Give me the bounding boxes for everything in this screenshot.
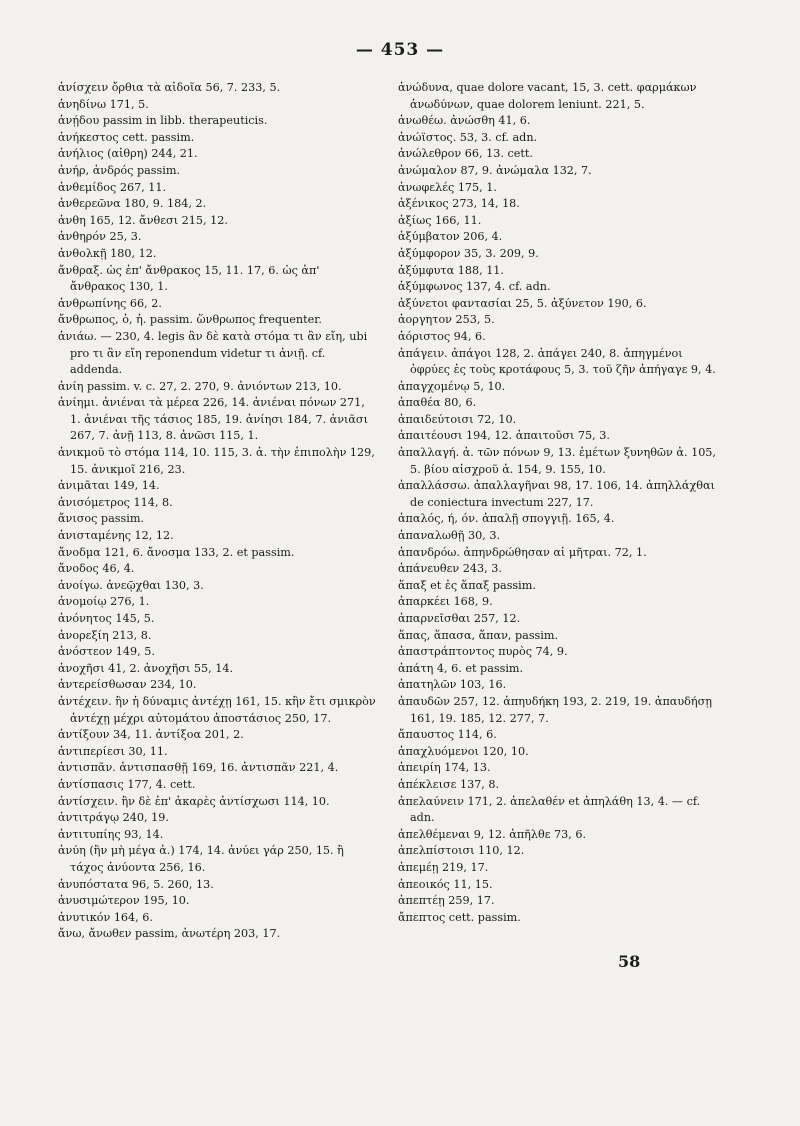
index-entry: ἀντέχειν. ἢν ἡ δύναμις ἀντέχῃ 161, 15. κἢν ἔτι σμικρὸν ἀντέχῃ μέχρι αὐτομάτου ἀποστάσιος 250, 17. [58,694,376,725]
index-entry: ἄπαυστος 114, 6. [398,728,497,742]
index-entry: ἀπάγειν. ἀπάγοι 128, 2. ἀπάγει 240, 8. ἀπηγμένοι ὀφρύες ἐς τοὺς κροτάφους 5, 3. τοῦ ζῆν ἀπήγαγε 9, 4. [398,346,716,377]
index-entry: ἀντίσπασις 177, 4. cett. [58,777,196,791]
index-entry: ἀπαλός, ή, όν. ἀπαλῇ σπογγιῇ. 165, 4. [398,512,615,526]
index-entry: ἀνηδίνω 171, 5. [58,97,149,111]
index-entry: ἀπατηλῶν 103, 16. [398,678,507,692]
index-entry: ἀπελθέμεναι 9, 12. ἀπῆλθε 73, 6. [398,827,587,841]
index-entry: ἀντίξουν 34, 11. ἀντίξοα 201, 2. [58,728,244,742]
index-entry: ἀπεπτέῃ 259, 17. [398,894,495,908]
index-entry: ἀπαιτέουσι 194, 12. ἀπαιτοῦσι 75, 3. [398,429,610,443]
index-entry: ἄνω, ἄνωθεν passim, ἀνωτέρη 203, 17. [58,927,281,941]
signature-mark: 58 [618,952,641,971]
index-entry: ἀνίημι. ἀνιέναι τὰ μέρεα 226, 14. ἀνιέναι πόνων 271, 1. ἀνιέναι τῆς τάσιος 185, 19. ἀνίησι 184, 7. ἀνιᾶσι 267, 7. ἀνῇ 113, 8. ἀνῶσι 115, 1. [58,396,368,443]
index-entry: ἀνίη passim. v. c. 27, 2. 270, 9. ἀνιόντων 213, 10. [58,379,342,393]
right-column [398,80,716,926]
index-entry: ἀξίως 166, 11. [398,213,482,227]
index-entry: ἀπαγχομένῳ 5, 10. [398,379,506,393]
index-entry: ἀνώλεθρον 66, 13. cett. [398,147,533,161]
index-entry: ἀνθερεῶνα 180, 9. 184, 2. [58,197,207,211]
index-entry: ἀνθολκῇ 180, 12. [58,246,157,260]
index-entry: ἀπελαύνειν 171, 2. ἀπελαθέν et ἀπηλάθη 13, 4. — cf. adn. [398,794,701,825]
index-entry: ἀντίσχειν. ἢν δὲ ἐπ' ἀκαρὲς ἀντίσχωσι 114, 10. [58,794,330,808]
index-entry: ἄνοδος 46, 4. [58,562,135,576]
index-entry: ἀνώδυνα, quae dolore vacant, 15, 3. cett. φαρμάκων ἀνωδύνων, quae dolorem leniunt. 221, 5. [398,81,697,111]
index-entry: ἀντισπᾶν. ἀντισπασθῇ 169, 16. ἀντισπᾶν 221, 4. [58,761,339,775]
index-entry: ἀνισόμετρος 114, 8. [58,495,173,509]
index-entry: ἀξύμφυτα 188, 11. [398,263,504,277]
index-entry: ἀπαιδεύτοισι 72, 10. [398,412,517,426]
index-entry: ἀνωθέω. ἀνώσθη 41, 6. [398,114,531,128]
index-entry: ἀπαρκέει 168, 9. [398,595,493,609]
index-entry: ἀοργητον 253, 5. [398,313,495,327]
left-column [58,80,376,943]
index-entry: ἀνομοίῳ 276, 1. [58,595,150,609]
index-entry: ἀντιτυπίης 93, 14. [58,827,164,841]
index-entry: ἀνύη (ἢν μὴ μέγα ἀ.) 174, 14. ἀνύει γάρ 250, 15. ἢ τάχος ἀνύοντα 256, 16. [58,844,344,874]
index-entry: ἀνόνητος 145, 5. [58,612,155,625]
index-entry: ἀνόστεον 149, 5. [58,645,155,659]
index-entry: ἀνθεμίδος 267, 11. [58,180,167,194]
index-entry: ἄνθρωπος, ὁ, ἡ. passim. ὥνθρωπος frequenter. [58,313,322,327]
index-entry: ἀπέκλεισε 137, 8. [398,777,500,791]
index-entry: ἀνυτικόν 164, 6. [58,910,153,924]
index-entry: ἀνορεξίη 213, 8. [58,628,152,642]
index-entry: ἀνίσχειν ὄρθια τὰ αἰδοῖα 56, 7. 233, 5. [58,81,281,94]
index-entry: ἄνισος passim. [58,512,144,526]
index-entry: ἅπαξ et ἐς ἅπαξ passim. [398,578,536,592]
index-entry: ἀξύμφωνος 137, 4. cf. adn. [398,280,551,294]
page-number: — 453 — [355,40,445,60]
index-entry: ἀνθηρόν 25, 3. [58,230,142,244]
index-entry: ἀπαναλωθῇ 30, 3. [398,529,501,543]
index-entry: ἀξύμφορον 35, 3. 209, 9. [398,246,539,260]
index-entry: ἀξύμβατον 206, 4. [398,230,503,244]
index-entry: ἀνήκεστος cett. passim. [58,130,195,144]
index-entry: ἀπειρίη 174, 13. [398,761,491,775]
index-entry: ἀπαλλάσσω. ἀπαλλαγῆναι 98, 17. 106, 14. ἀπηλλάχθαι de coniectura invectum 227, 17. [398,479,715,509]
index-entry: ἀνθρωπίνης 66, 2. [58,296,162,310]
index-entry: ἀπαυδῶν 257, 12. ἀπηυδήκη 193, 2. 219, 19. ἀπαυδήσῃ 161, 19. 185, 12. 277, 7. [398,694,712,725]
index-entry: ἀπαστράπτοντος πυρὸς 74, 9. [398,645,568,659]
index-entry: ἀνυσιμώτερον 195, 10. [58,894,190,908]
index-entry: ἀνυπόστατα 96, 5. 260, 13. [58,877,214,891]
index-entry: ἀντιπερίεσι 30, 11. [58,744,168,758]
index-entry: ἅπας, ἅπασα, ἅπαν, passim. [398,628,559,642]
index-entry: ἀπαρνεῖσθαι 257, 12. [398,612,521,625]
index-entry: ἀπεμέῃ 219, 17. [398,860,489,874]
index-entry: ἀπαχλυόμενοι 120, 10. [398,744,529,758]
index-entry: ἀνιμᾶται 149, 14. [58,479,160,493]
index-entry: ἀνήρ, ἀνδρός passim. [58,163,181,177]
index-entry: ἀνιάω. — 230, 4. legis ἂν δὲ κατὰ στόμα τι ἂν εἴη, ubi pro τι ἂν εἴη reponendum videtur τι ἀνιῇ. cf. addenda. [58,329,368,377]
index-entry: ἀόριστος 94, 6. [398,329,486,343]
index-entry: ἀξένικος 273, 14, 18. [398,197,520,211]
index-entry: ἀνωφελές 175, 1. [398,180,497,194]
index-entry: ἀνήλιος (αἰθρη) 244, 21. [58,147,198,161]
index-entry: ἀπαλλαγή. ἀ. τῶν πόνων 9, 13. ἐμέτων ξυνηθῶν ἀ. 105, 5. βίου αἰσχροῦ ἀ. 154, 9. 155, 10. [398,446,716,476]
index-entry: ἀπανδρόω. ἀπηνδρώθησαν αἱ μῆτραι. 72, 1. [398,545,647,559]
index-entry: ἀντιτράγῳ 240, 19. [58,811,169,825]
index-entry: ἄπεπτος cett. passim. [398,910,521,924]
index-entry: ἀντερείσθωσαν 234, 10. [58,678,197,692]
index-entry: ἄνθραξ. ὡς ἐπ' ἄνθρακος 15, 11. 17, 6. ὡς ἀπ' ἄνθρακος 130, 1. [58,263,320,294]
index-entry: ἀνῄδου passim in libb. therapeuticis. [58,114,268,128]
index-entry: ἀνώϊστος. 53, 3. cf. adn. [398,130,538,144]
index-entry: ἀνθη 165, 12. ἄνθεσι 215, 12. [58,213,228,227]
index-entry: ἀξύνετοι φαντασίαι 25, 5. ἀξύνετον 190, 6. [398,296,647,310]
index-entry: ἀπάνευθεν 243, 3. [398,562,502,576]
index-entry: ἀπελπίστοισι 110, 12. [398,844,525,858]
index-entry: ἀνοίγω. ἀνεῷχθαι 130, 3. [58,578,204,592]
index-entry: ἀνώμαλον 87, 9. ἀνώμαλα 132, 7. [398,163,592,177]
index-entry: ἀπάτη 4, 6. et passim. [398,661,524,675]
index-entry: ἀνισταμένης 12, 12. [58,529,174,543]
index-entry: ἀπαθέα 80, 6. [398,396,477,410]
index-entry: ἀνοχῆσι 41, 2. ἀνοχῆσι 55, 14. [58,661,234,675]
index-entry: ἀνικμοῦ τὸ στόμα 114, 10. 115, 3. ἀ. τὴν ἐπιπολὴν 129, 15. ἀνικμοῖ 216, 23. [58,446,375,476]
index-entry: ἄνοδμα 121, 6. ἄνοσμα 133, 2. et passim. [58,545,295,559]
index-entry: ἀπεοικός 11, 15. [398,877,493,891]
